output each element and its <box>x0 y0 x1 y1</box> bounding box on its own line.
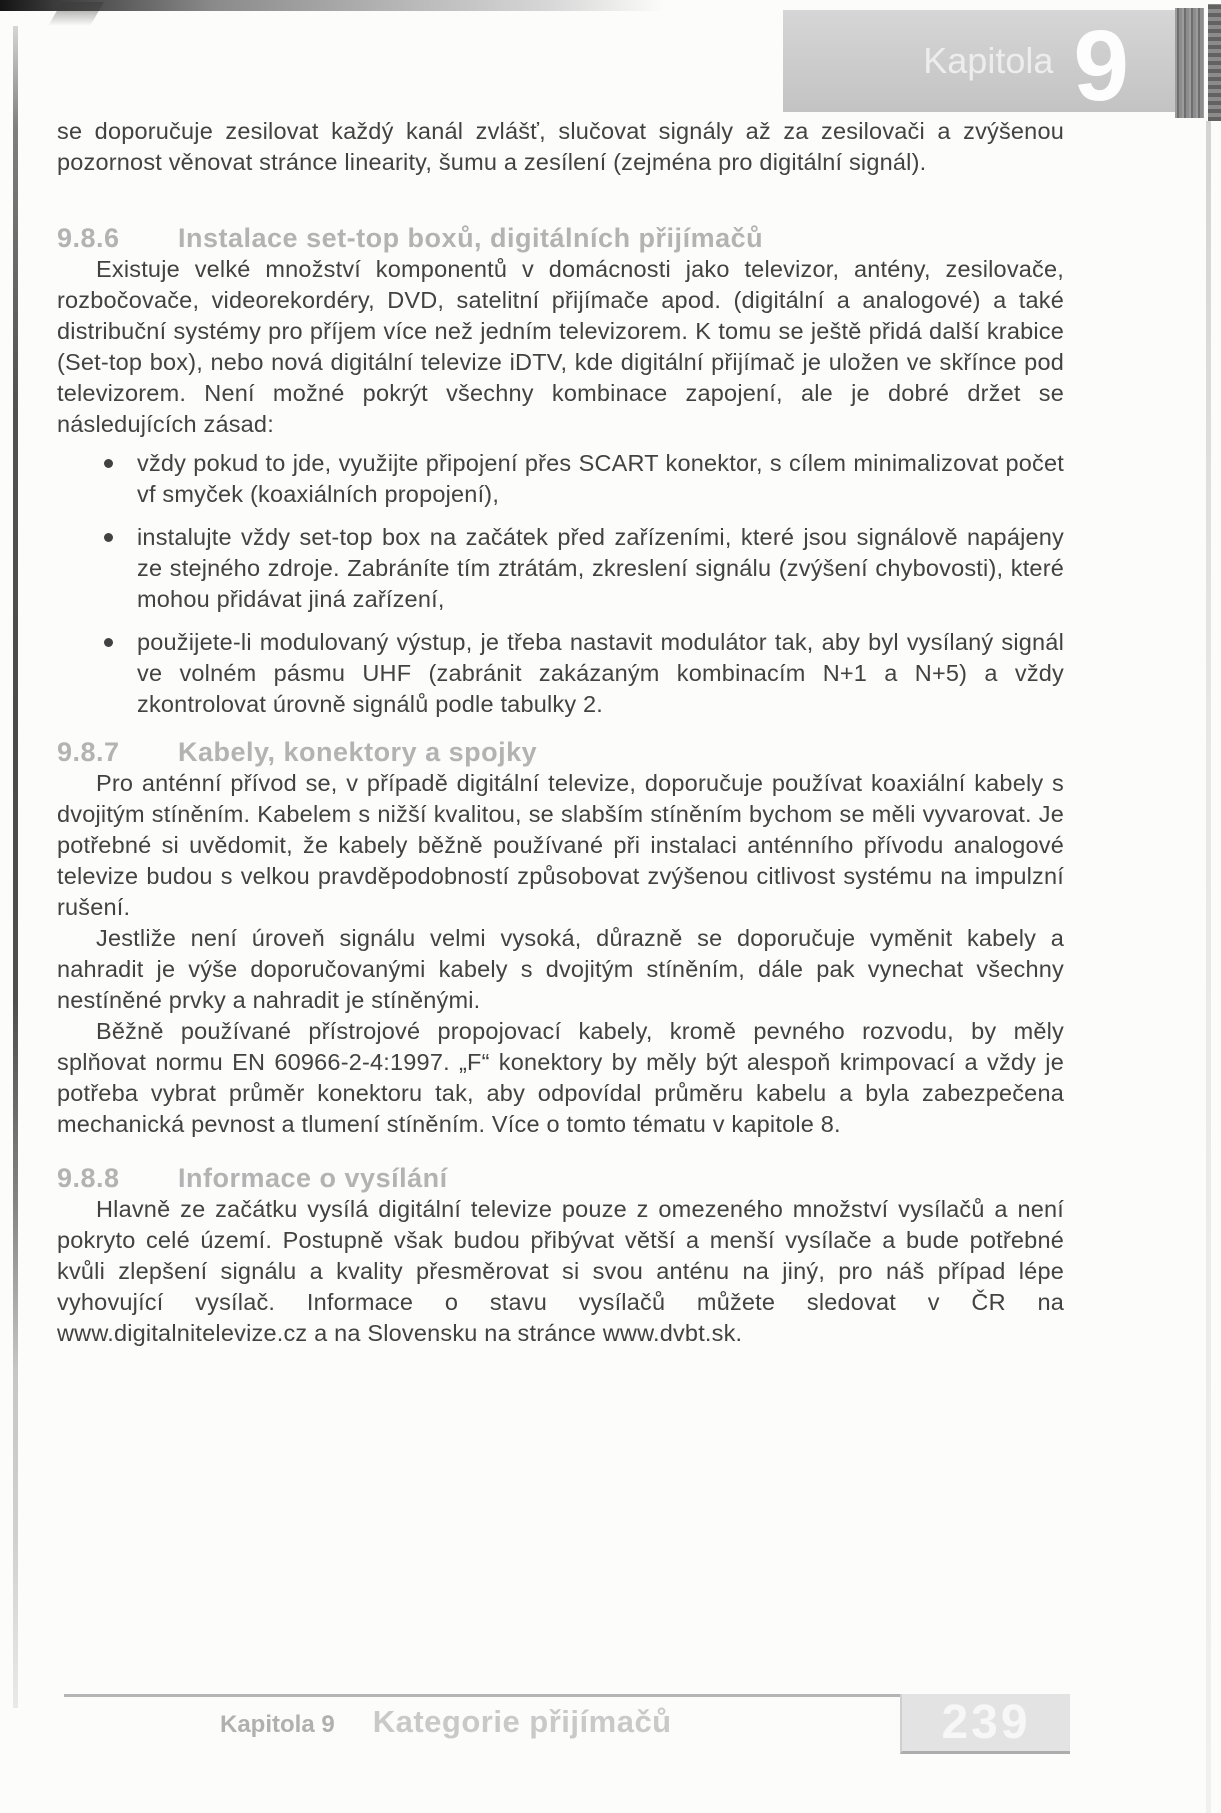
bullet-icon <box>104 638 113 647</box>
body-paragraph: Pro anténní přívod se, v případě digitální televize, doporučuje používat koaxiální kabely s dvojitým stíněním. Kabelem s nižší kvalitou, se slabším stíněním bychom se měli vyvarovat. Je potřebné si uvědomit, že kabely běžně používané při instalaci anténního přívodu analogové televize budou s velkou pravděpodobností způsobovat zvýšenou citlivost systému na impulzní rušení. <box>57 770 1064 920</box>
book-edge-top <box>1208 4 1221 121</box>
intro-paragraph: se doporučuje zesilovat každý kanál zvlášť, slučovat signály až za zesilovači a zvýšenou pozornost věnovat stránce linearity, šumu a zesílení (zejména pro digitální signál). <box>57 118 1064 175</box>
body-paragraph: Hlavně ze začátku vysílá digitální televize pouze z omezeného množství vysílačů a není pokryto celé území. Postupně však budou přibývat větší a menší vysílače a bude potřebné kvůli zlepšení signálu a kvality přesměrovat si svou anténu na jiný, pro náš případ lépe vyhovující vysílač. Informace o stavu vysílačů můžete sledovat v ČR na www.digitalnitelevize.cz a na Slovensku na stránce www.dvbt.sk. <box>57 1196 1064 1346</box>
section-number: 9.8.7 <box>57 737 120 767</box>
page-number: 239 <box>941 1696 1031 1749</box>
scan-artifact-left-edge <box>13 26 18 1708</box>
body-paragraph: Existuje velké množství komponentů v domácnosti jako televizor, antény, zesilovače, rozbočovače, videorekordéry, DVD, satelitní přijímače apod. (digitální a analogové) a také distribuční systémy pro příjem více než jedním televizorem. K tomu se ještě přidá další krabice (Set-top box), nebo nová digitální televize iDTV, kde digitální přijímač je uložen ve skřínce pod televizorem. Není možné pokrýt všechny kombinace zapojení, ale je dobré držet se následujících zásad: <box>57 256 1064 437</box>
list-item-text: vždy pokud to jde, využijte připojení přes SCART konektor, s cílem minimalizovat počet vf smyček (koaxiálních propojení), <box>137 450 1064 507</box>
page-content <box>57 0 1064 1349</box>
footer-section-title: Kategorie přijímačů <box>372 1704 672 1739</box>
chapter-number: 9 <box>1073 10 1129 122</box>
footer-running-title <box>220 1704 672 1740</box>
section-heading-9-8-8 <box>57 1162 1064 1194</box>
guidelines-list <box>57 448 1064 720</box>
section-number: 9.8.6 <box>57 223 120 253</box>
section-number: 9.8.8 <box>57 1163 120 1193</box>
list-item <box>57 522 1064 615</box>
bullet-icon <box>104 459 113 468</box>
list-item <box>57 627 1064 720</box>
footer-rule <box>64 1694 900 1697</box>
bullet-icon <box>104 533 113 542</box>
chapter-label: Kapitola <box>923 40 1054 81</box>
list-item-text: použijete-li modulovaný výstup, je třeba nastavit modulátor tak, aby byl vysílaný signál ve volném pásmu UHF (zabránit zakázaným kombinacím N+1 a N+5) a vždy zkontrolovat úrovně signálů podle tabulky 2. <box>137 629 1064 717</box>
body-paragraph: Jestliže není úroveň signálu velmi vysoká, důrazně se doporučuje vyměnit kabely a nahradit je výše doporučovanými kabely s dvojitým stíněním, dále pak vynechat všechny nestíněné prvky a nahradit je stíněnými. <box>57 925 1064 1013</box>
section-heading-9-8-6 <box>57 222 1064 254</box>
section-title: Informace o vysílání <box>178 1163 448 1193</box>
list-item <box>57 448 1064 510</box>
footer-chapter-label: Kapitola 9 <box>220 1711 335 1738</box>
book-edge-shadow <box>1206 121 1211 1813</box>
section-title: Kabely, konektory a spojky <box>178 737 538 767</box>
page-edge-texture <box>1175 8 1204 118</box>
section-title: Instalace set-top boxů, digitálních přijímačů <box>178 223 764 253</box>
page-number-box <box>900 1694 1070 1754</box>
body-paragraph: Běžně používané přístrojové propojovací kabely, kromě pevného rozvodu, by měly splňovat normu EN 60966-2-4:1997. „F“ konektory by měly být alespoň krimpovací a vždy je potřeba vybrat průměr konektoru tak, aby odpovídal průměru kabelu a byla zabezpečena mechanická pevnost a tlumení stíněním. Více o tomto tématu v kapitole 8. <box>57 1018 1064 1137</box>
list-item-text: instalujte vždy set-top box na začátek před zařízeními, které jsou signálově napájeny ze stejného zdroje. Zabráníte tím ztrátám, zkreslení signálu (zvýšení chybovosti), které mohou přidávat jiná zařízení, <box>137 524 1064 612</box>
section-heading-9-8-7 <box>57 736 1064 768</box>
